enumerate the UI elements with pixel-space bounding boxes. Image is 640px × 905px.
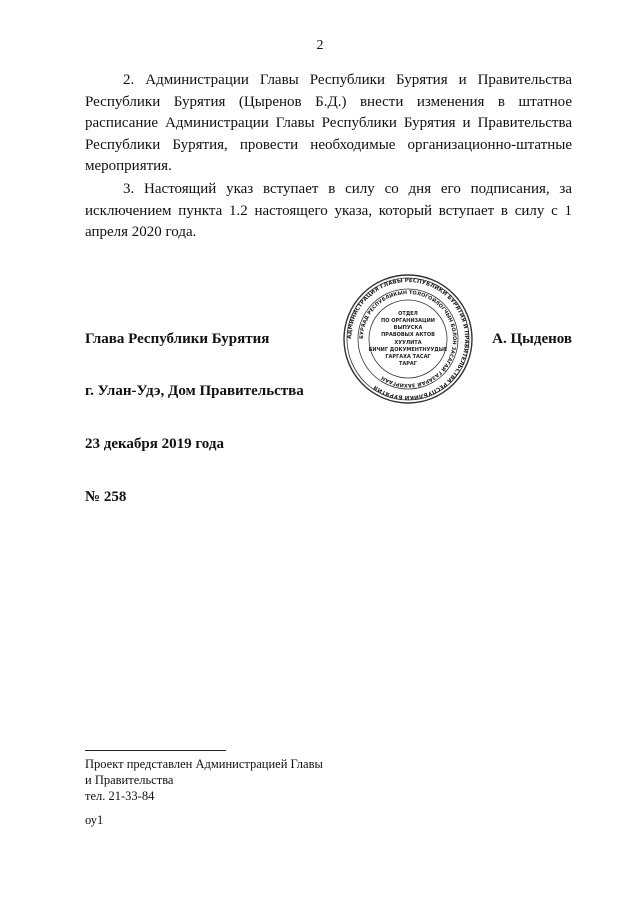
svg-text:ПРАВОВЫХ АКТОВ: ПРАВОВЫХ АКТОВ (381, 332, 435, 338)
svg-text:АДМИНИСТРАЦИЯ ГЛАВЫ РЕСПУБЛИКИ: АДМИНИСТРАЦИЯ ГЛАВЫ РЕСПУБЛИКИ БУРЯТИЯ И ПРАВИТЕЛЬСТВА РЕСПУБЛИКИ БУРЯТИЯ (346, 277, 470, 401)
footer-note-line1: Проект представлен Администрацией Главы (85, 757, 323, 771)
signing-place: г. Улан-Удэ, Дом Правительства (85, 383, 304, 399)
svg-text:ПО ОРГАНИЗАЦИИ: ПО ОРГАНИЗАЦИИ (381, 318, 435, 324)
svg-text:ГАРГАХА ТАСАГ: ГАРГАХА ТАСАГ (385, 354, 431, 360)
footer-note-line2: и Правительства (85, 773, 174, 787)
signing-date: 23 декабря 2019 года (85, 436, 224, 452)
svg-text:ОТДЕЛ: ОТДЕЛ (398, 311, 418, 317)
page-number: 2 (316, 38, 324, 53)
document-number: № 258 (85, 489, 127, 505)
paragraph-3: 3. Настоящий указ вступает в силу со дня его подписания, за исключением пункта 1.2 настоящего указа, который вступает в силу с 1 апреля 2020 года. (85, 181, 572, 240)
paragraph-2: 2. Администрации Главы Республики Бурятия и Правительства Республики Бурятия (Цыренов Б.Д.) внести изменения в штатное расписание Администрации Главы Республики Бурятия и Правительства Республики Бурятия, провести необходимые организационно-штатные мероприятия. (85, 72, 572, 174)
footer-phone: тел. 21-33-84 (85, 789, 155, 803)
signatory-name: А. Цыденов (492, 331, 572, 347)
signatory-position: Глава Республики Бурятия (85, 331, 270, 347)
official-seal-stamp (342, 273, 474, 405)
footer-code: оу1 (85, 813, 104, 827)
svg-text:ВЫПУСКА: ВЫПУСКА (393, 325, 423, 331)
svg-text:БУРЯАД РЕСПУБЛИКЫН ТОЛОГОЙЛОГЧ: БУРЯАД РЕСПУБЛИКЫН ТОЛОГОЙЛОГЧЫН БОЛОН ЗАСАГАЙ ГАЗАРАЙ ЗАХИРГААН (358, 289, 458, 389)
svg-text:БИЧИГ ДОКУМЕНТНУУДЫЕ: БИЧИГ ДОКУМЕНТНУУДЫЕ (368, 347, 448, 353)
footer-divider (85, 750, 226, 751)
svg-text:ТАРАГ: ТАРАГ (398, 361, 418, 367)
svg-text:ХУУЛИТА: ХУУЛИТА (394, 340, 422, 346)
